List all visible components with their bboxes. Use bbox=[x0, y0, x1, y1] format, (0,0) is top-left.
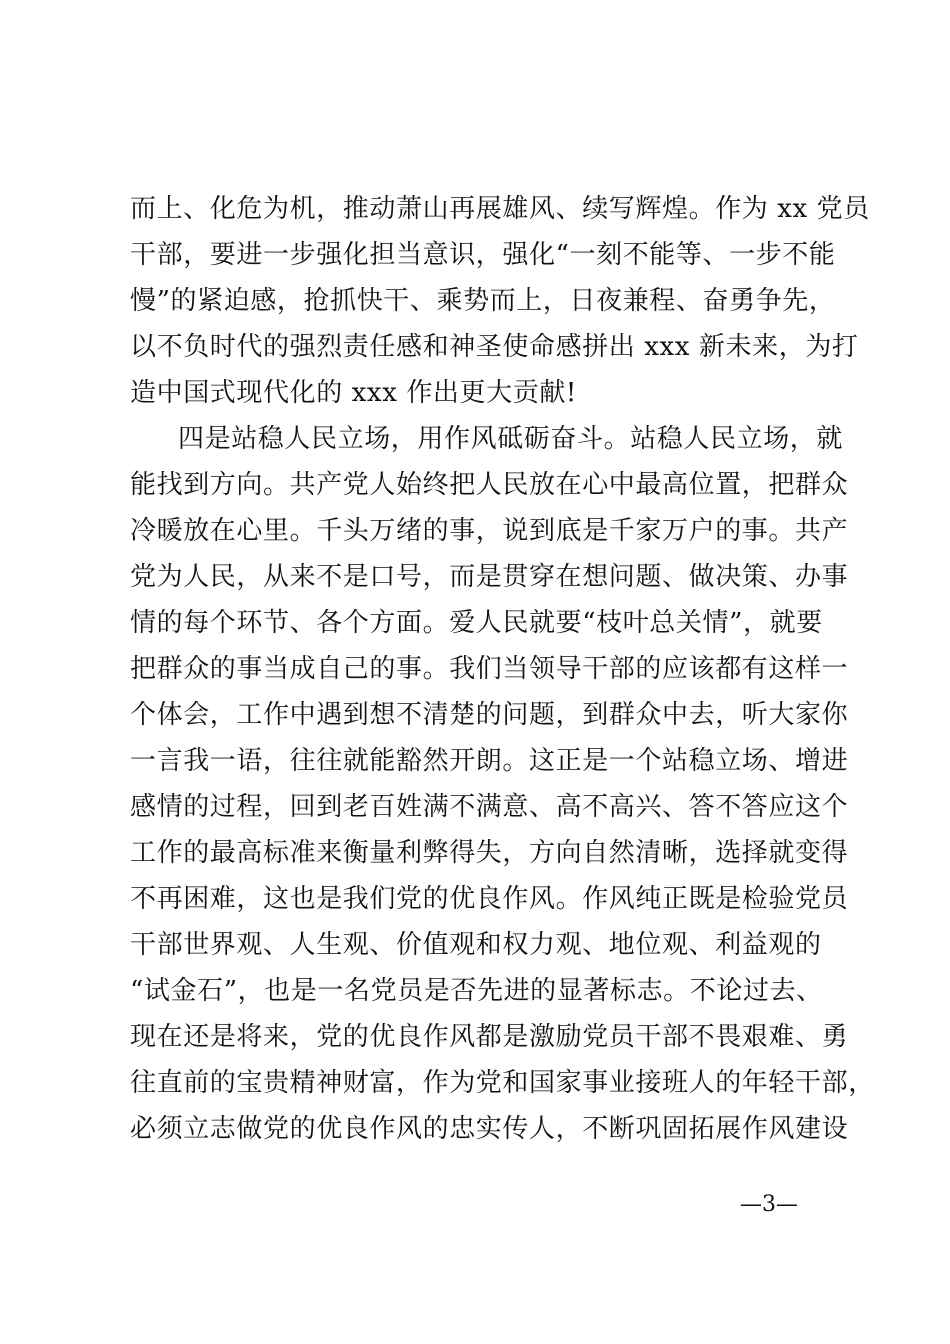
text-line: 一言我一语，往往就能豁然开朗。这正是一个站稳立场、增进 bbox=[130, 746, 849, 776]
text-line: 造中国式现代化的 xxx 作出更大贡献! bbox=[130, 378, 577, 408]
text-line: 个体会，工作中遇到想不清楚的问题，到群众中去，听大家你 bbox=[130, 700, 849, 730]
text-line: 现在还是将来，党的优良作风都是激励党员干部不畏艰难、勇 bbox=[130, 1022, 849, 1052]
text-line: 冷暖放在心里。千头万绪的事，说到底是千家万户的事。共产 bbox=[130, 516, 849, 546]
text-line: 干部世界观、人生观、价值观和权力观、地位观、利益观的 bbox=[130, 930, 822, 960]
text-line: 情的每个环节、各个方面。爱人民就要“枝叶总关情”，就要 bbox=[130, 608, 823, 638]
text-line: 感情的过程，回到老百姓满不满意、高不高兴、答不答应这个 bbox=[130, 792, 849, 822]
text-line: 不再困难，这也是我们党的优良作风。作风纯正既是检验党员 bbox=[130, 884, 849, 914]
body-text bbox=[130, 186, 875, 1152]
text-line: 党为人民，从来不是口号，而是贯穿在想问题、做决策、办事 bbox=[130, 562, 849, 592]
text-line: 工作的最高标准来衡量利弊得失，方向自然清晰，选择就变得 bbox=[130, 838, 849, 868]
paragraph-start-line: 四是站稳人民立场，用作风砥砺奋斗。站稳人民立场，就 bbox=[178, 424, 844, 454]
text-line: 以不负时代的强烈责任感和神圣使命感拼出 xxx 新未来，为打 bbox=[130, 332, 859, 362]
text-line: 能找到方向。共产党人始终把人民放在心中最高位置，把群众 bbox=[130, 470, 849, 500]
text-line: 必须立志做党的优良作风的忠实传人，不断巩固拓展作风建设 bbox=[130, 1114, 849, 1144]
text-line: 干部，要进一步强化担当意识，强化“一刻不能等、一步不能 bbox=[130, 240, 836, 270]
text-line: 把群众的事当成自己的事。我们当领导干部的应该都有这样一 bbox=[130, 654, 849, 684]
text-line: 往直前的宝贵精神财富，作为党和国家事业接班人的年轻干部， bbox=[130, 1068, 875, 1098]
text-line: “试金石”，也是一名党员是否先进的显著标志。不论过去、 bbox=[130, 976, 823, 1006]
text-line: 而上、化危为机，推动萧山再展雄风、续写辉煌。作为 xx 党员 bbox=[130, 194, 870, 224]
page-number: —3— bbox=[740, 1192, 798, 1217]
text-line: 慢”的紧迫感，抢抓快干、乘势而上，日夜兼程、奋勇争先， bbox=[130, 286, 836, 316]
